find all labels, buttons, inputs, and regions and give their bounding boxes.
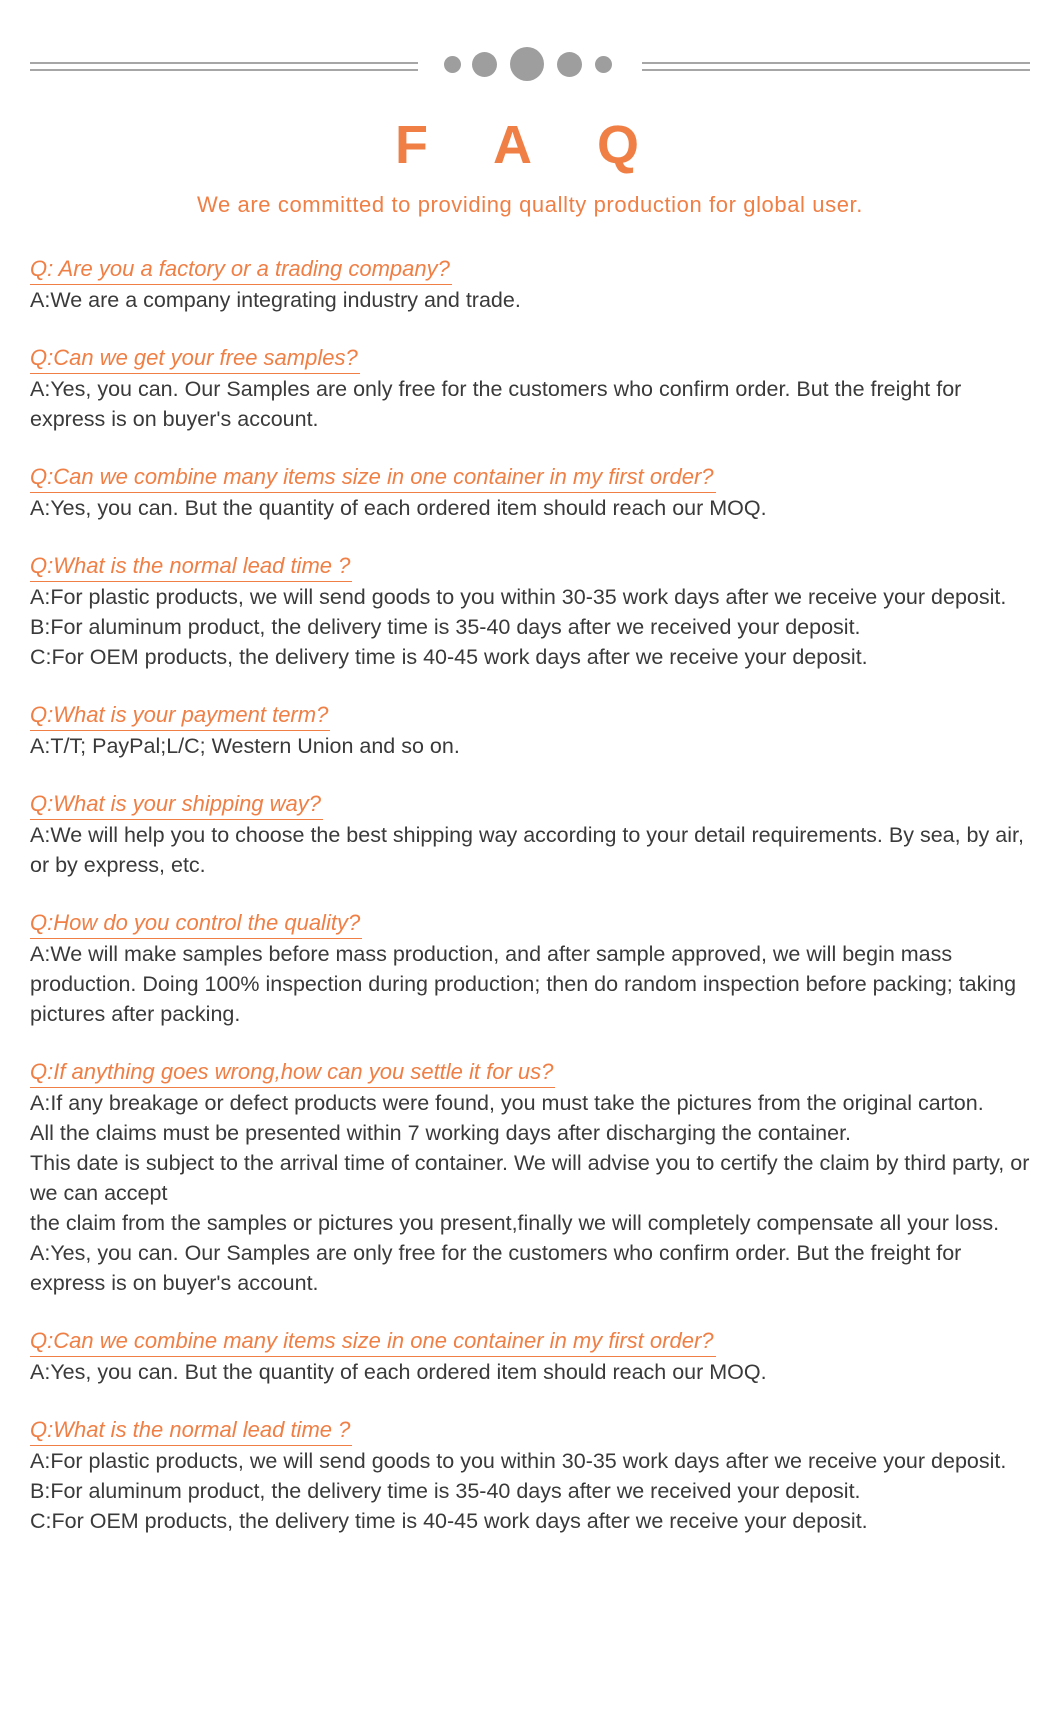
faq-answer: C:For OEM products, the delivery time is 40-45 work days after we receive your deposit. <box>30 645 868 669</box>
faq-list <box>30 254 1030 1564</box>
faq-answer: A:Yes, you can. Our Samples are only free for the customers who confirm order. But the freight for express is on buyer's account. <box>30 377 962 431</box>
faq-item <box>30 343 1030 434</box>
faq-answer: A:Yes, you can. Our Samples are only free for the customers who confirm order. But the freight for express is on buyer's account. <box>30 1241 962 1295</box>
faq-answer: A:T/T; PayPal;L/C; Western Union and so on. <box>30 734 460 758</box>
dot-icon <box>472 52 497 77</box>
faq-question: Q:Can we combine many items size in one container in my first order? <box>30 1326 716 1357</box>
dot-icon <box>595 56 612 73</box>
faq-question: Q:What is your shipping way? <box>30 789 323 820</box>
faq-answer: the claim from the samples or pictures you present,finally we will completely compensate all your loss. <box>30 1211 1000 1235</box>
faq-question: Q:What is the normal lead time ? <box>30 1415 352 1446</box>
faq-item <box>30 908 1030 1029</box>
faq-question: Q:What is the normal lead time ? <box>30 551 352 582</box>
faq-item <box>30 789 1030 880</box>
faq-question: Q:How do you control the quality? <box>30 908 362 939</box>
divider-left <box>30 62 418 71</box>
faq-item <box>30 551 1030 672</box>
faq-answer: A:Yes, you can. But the quantity of each ordered item should reach our MOQ. <box>30 1360 767 1384</box>
faq-answer: A:If any breakage or defect products were found, you must take the pictures from the original carton. <box>30 1091 984 1115</box>
page-title: F A Q <box>395 115 665 175</box>
faq-item <box>30 462 1030 523</box>
faq-item <box>30 700 1030 761</box>
divider-right <box>642 62 1030 71</box>
faq-question: Q:What is your payment term? <box>30 700 330 731</box>
faq-question: Q:Can we combine many items size in one container in my first order? <box>30 462 716 493</box>
faq-question: Q:Can we get your free samples? <box>30 343 360 374</box>
faq-question: Q:If anything goes wrong,how can you settle it for us? <box>30 1057 555 1088</box>
faq-answer: A:We will help you to choose the best shipping way according to your detail requirements. By sea, by air, or by express, etc. <box>30 823 1024 877</box>
faq-item <box>30 254 1030 315</box>
header-decoration <box>30 52 1030 82</box>
faq-answer: B:For aluminum product, the delivery time is 35-40 days after we received your deposit. <box>30 1479 861 1503</box>
faq-item <box>30 1415 1030 1536</box>
page-subtitle: We are committed to providing quallty production for global user. <box>197 192 863 217</box>
faq-answer: B:For aluminum product, the delivery time is 35-40 days after we received your deposit. <box>30 615 861 639</box>
faq-item <box>30 1326 1030 1387</box>
faq-answer: A:Yes, you can. But the quantity of each ordered item should reach our MOQ. <box>30 496 767 520</box>
dot-icon <box>557 52 582 77</box>
dot-icon <box>444 56 461 73</box>
faq-answer: This date is subject to the arrival time of container. We will advise you to certify the claim by third party, or we can accept <box>30 1151 1030 1205</box>
faq-question: Q: Are you a factory or a trading company? <box>30 254 452 285</box>
faq-item <box>30 1057 1030 1298</box>
faq-answer: A:We will make samples before mass production, and after sample approved, we will begin mass production. Doing 100% inspection during production; then do random inspection before packing; taking pictures after packing. <box>30 942 1017 1026</box>
faq-answer: A:For plastic products, we will send goods to you within 30-35 work days after we receive your deposit. <box>30 1449 1007 1473</box>
dot-icon <box>510 47 544 81</box>
faq-answer: A:We are a company integrating industry and trade. <box>30 288 521 312</box>
faq-answer: A:For plastic products, we will send goods to you within 30-35 work days after we receive your deposit. <box>30 585 1007 609</box>
faq-answer: All the claims must be presented within 7 working days after discharging the container. <box>30 1121 852 1145</box>
faq-answer: C:For OEM products, the delivery time is 40-45 work days after we receive your deposit. <box>30 1509 868 1533</box>
